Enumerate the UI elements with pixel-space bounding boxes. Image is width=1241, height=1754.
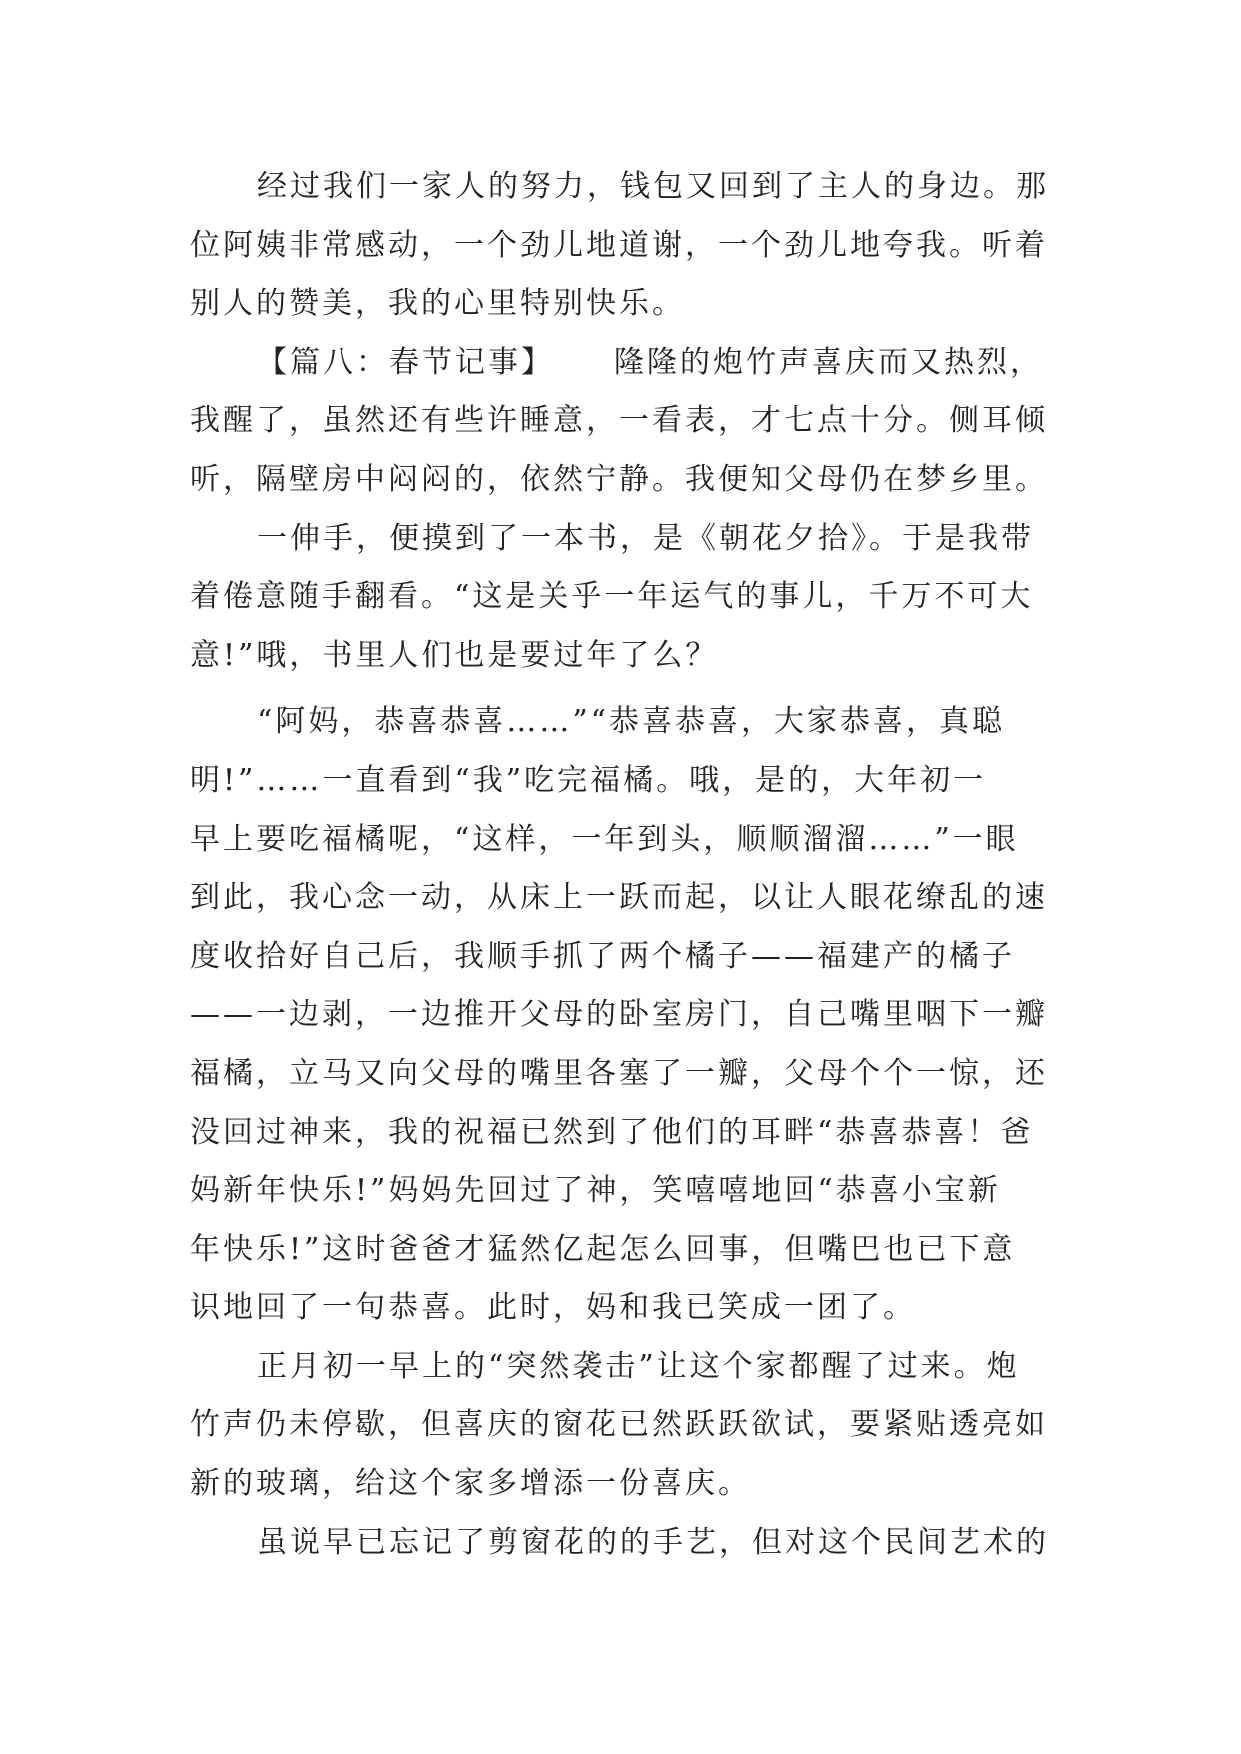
paragraph-4	[190, 693, 1050, 1338]
section-heading: 【篇八：春节记事】	[257, 344, 554, 380]
paragraph-5	[190, 1338, 1050, 1514]
text-line: 着倦意随手翻看。“这是关乎一年运气的事儿，千万不可大	[190, 579, 1034, 615]
text-line: 到此，我心念一动，从床上一跃而起，以让人眼花缭乱的速	[190, 880, 1048, 916]
text-line: 福橘，立马又向父母的嘴里各塞了一瓣，父母个个一惊，还	[190, 1055, 1048, 1091]
text-line: “阿妈，恭喜恭喜……”“恭喜恭喜，大家恭喜，真聪	[257, 704, 1006, 740]
paragraph-1	[190, 158, 1050, 334]
text-line: 新的玻璃，给这个家多增添一份喜庆。	[190, 1466, 751, 1502]
text-line: 竹声仍未停歇，但喜庆的窗花已然跃跃欲试，要紧贴透亮如	[190, 1407, 1048, 1443]
text-line: 度收拾好自己后，我顺手抓了两个橘子——福建产的橘子	[190, 938, 1015, 974]
text-line: 正月初一早上的“突然袭击”让这个家都醒了过来。炮	[257, 1348, 1020, 1384]
paragraph-3	[190, 510, 1050, 686]
paragraph-6	[190, 1514, 1050, 1573]
text-line: 早上要吃福橘呢，“这样，一年到头，顺顺溜溜……”一眼	[190, 821, 1019, 857]
text-line: ——一边剥，一边推开父母的卧室房门，自己嘴里咽下一瓣	[190, 997, 1048, 1033]
text-line: 意!”哦，书里人们也是要过年了么？	[190, 637, 719, 673]
text-line: 经过我们一家人的努力，钱包又回到了主人的身边。那	[257, 169, 1049, 204]
text-line: 虽说早已忘记了剪窗花的的手艺，但对这个民间艺术的	[257, 1524, 1049, 1560]
text-line: 妈新年快乐!”妈妈先回过了神，笑嘻嘻地回“恭喜小宝新	[190, 1173, 1001, 1209]
text-line: 年快乐!”这时爸爸才猛然亿起怎么回事，但嘴巴也已下意	[190, 1231, 1016, 1267]
section-first-line: 隆隆的炮竹声喜庆而又热烈，	[614, 344, 1043, 380]
text-line: 我醒了，虽然还有些许睡意，一看表，才七点十分。侧耳倾	[190, 403, 1048, 439]
document-body	[190, 158, 1050, 1572]
text-line: 识地回了一句恭喜。此时，妈和我已笑成一团了。	[190, 1290, 916, 1326]
text-line: 明!”……一直看到“我”吃完福橘。哦，是的，大年初一	[190, 762, 987, 798]
text-line: 位阿姨非常感动，一个劲儿地道谢，一个劲儿地夸我。听着	[190, 227, 1048, 263]
text-line: 听，隔壁房中闷闷的，依然宁静。我便知父母仍在梦乡里。	[190, 461, 1048, 497]
text-line: 没回过神来，我的祝福已然到了他们的耳畔“恭喜恭喜！爸	[190, 1114, 1034, 1150]
paragraph-2	[190, 334, 1050, 510]
text-line: 一伸手，便摸到了一本书，是《朝花夕拾》。于是我带	[257, 520, 1034, 556]
text-line	[190, 334, 1050, 393]
text-line: 别人的赞美，我的心里特别快乐。	[190, 286, 685, 322]
